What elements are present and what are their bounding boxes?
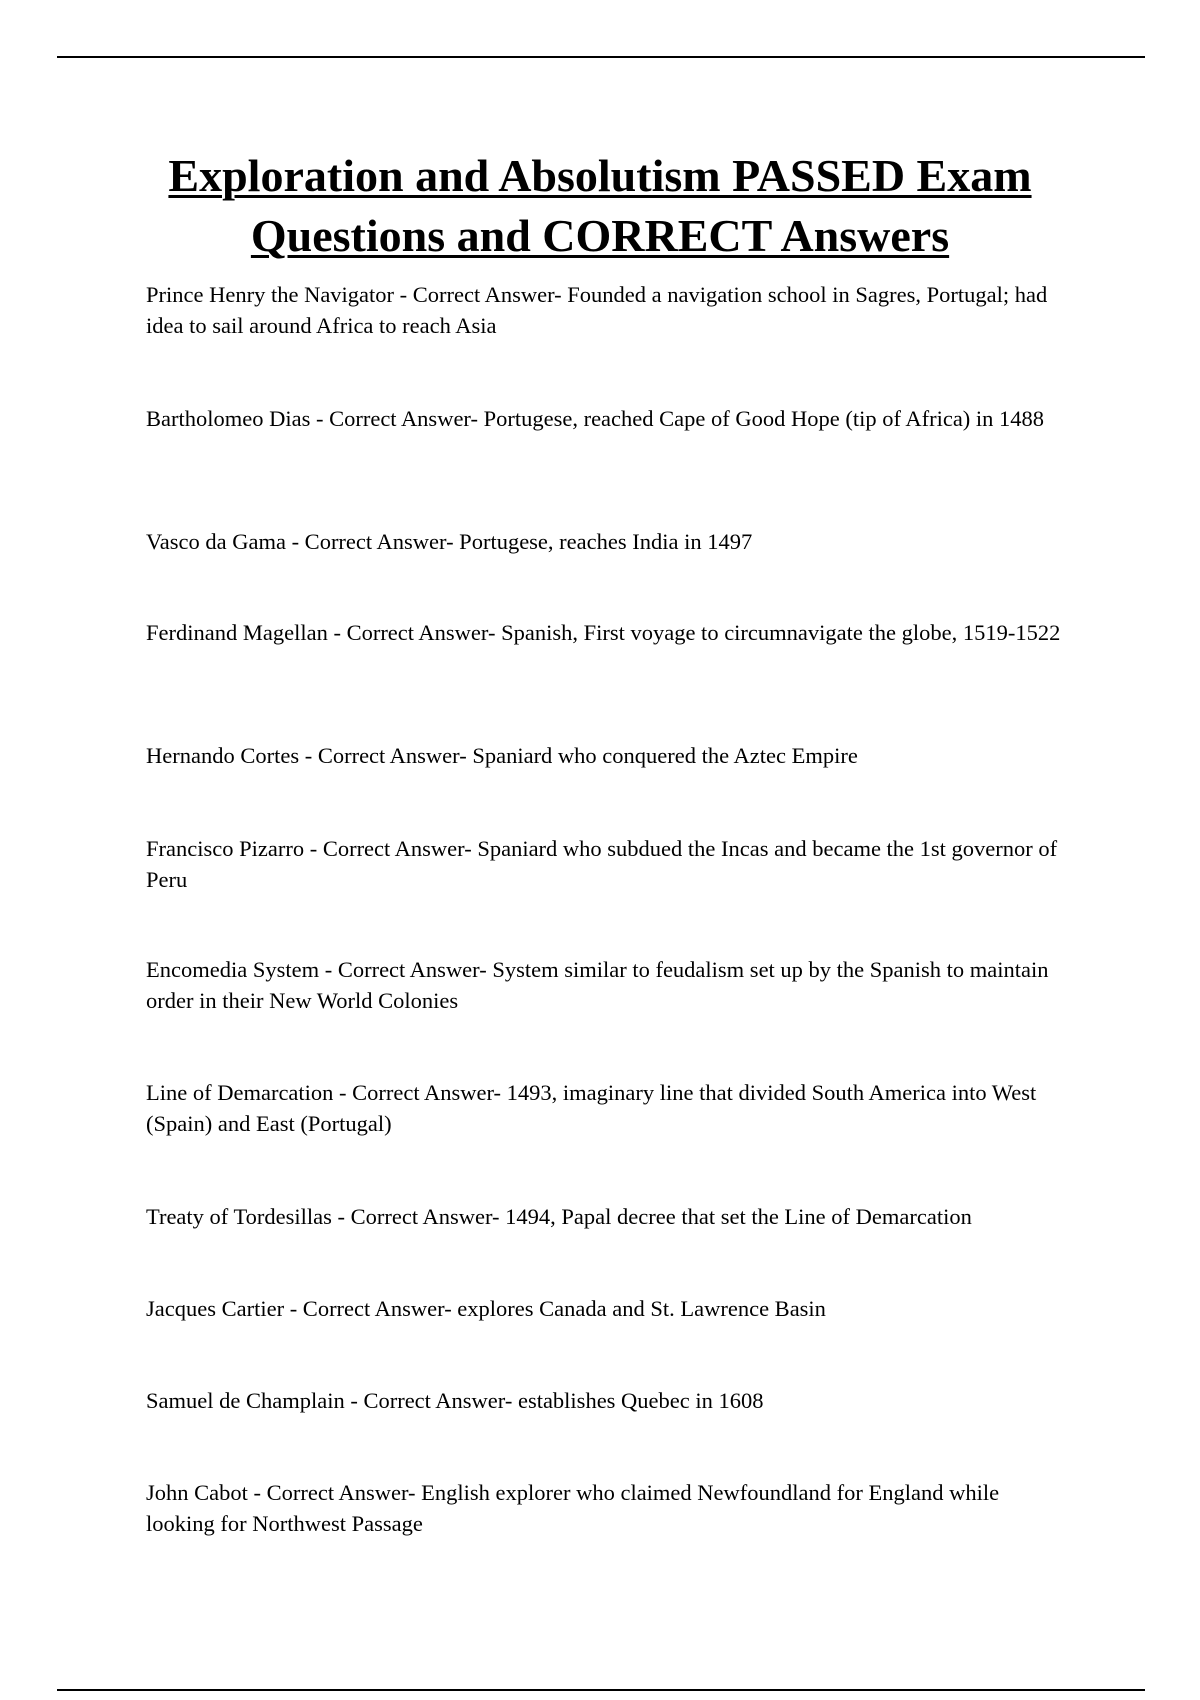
qa-entry-ferdinand-magellan: Ferdinand Magellan - Correct Answer- Spanish, First voyage to circumnavigate the globe, 1519-1522 [146,620,1061,645]
qa-entry-treaty-of-tordesillas: Treaty of Tordesillas - Correct Answer- 1494, Papal decree that set the Line of Demarcation [146,1204,972,1229]
document-title [100,146,1100,266]
bottom-divider [57,1689,1145,1691]
qa-entry-line-of-demarcation: Line of Demarcation - Correct Answer- 1493, imaginary line that divided South America into West (Spain) and East (Portugal) [146,1080,1037,1136]
qa-entry-prince-henry: Prince Henry the Navigator - Correct Answer- Founded a navigation school in Sagres, Portugal; had idea to sail around Africa to reach Asia [146,282,1048,338]
qa-entry-jacques-cartier: Jacques Cartier - Correct Answer- explores Canada and St. Lawrence Basin [146,1296,826,1321]
qa-entry-hernando-cortes: Hernando Cortes - Correct Answer- Spaniard who conquered the Aztec Empire [146,743,858,768]
qa-entry-encomedia-system: Encomedia System - Correct Answer- System similar to feudalism set up by the Spanish to maintain order in their New World Colonies [146,957,1049,1013]
qa-entry-francisco-pizarro: Francisco Pizarro - Correct Answer- Spaniard who subdued the Incas and became the 1st governor of Peru [146,836,1058,892]
qa-entry-samuel-de-champlain: Samuel de Champlain - Correct Answer- establishes Quebec in 1608 [146,1388,764,1413]
qa-entry-vasco-da-gama: Vasco da Gama - Correct Answer- Portugese, reaches India in 1497 [146,529,753,554]
qa-entry-john-cabot: John Cabot - Correct Answer- English explorer who claimed Newfoundland for England while looking for Northwest Passage [146,1480,1000,1536]
top-divider [57,56,1145,58]
title-line-2: Questions and CORRECT Answers [250,210,950,261]
qa-entry-bartholomeo-dias: Bartholomeo Dias - Correct Answer- Portugese, reached Cape of Good Hope (tip of Africa) in 1488 [146,406,1045,431]
title-line-1: Exploration and Absolutism PASSED Exam [168,150,1032,201]
